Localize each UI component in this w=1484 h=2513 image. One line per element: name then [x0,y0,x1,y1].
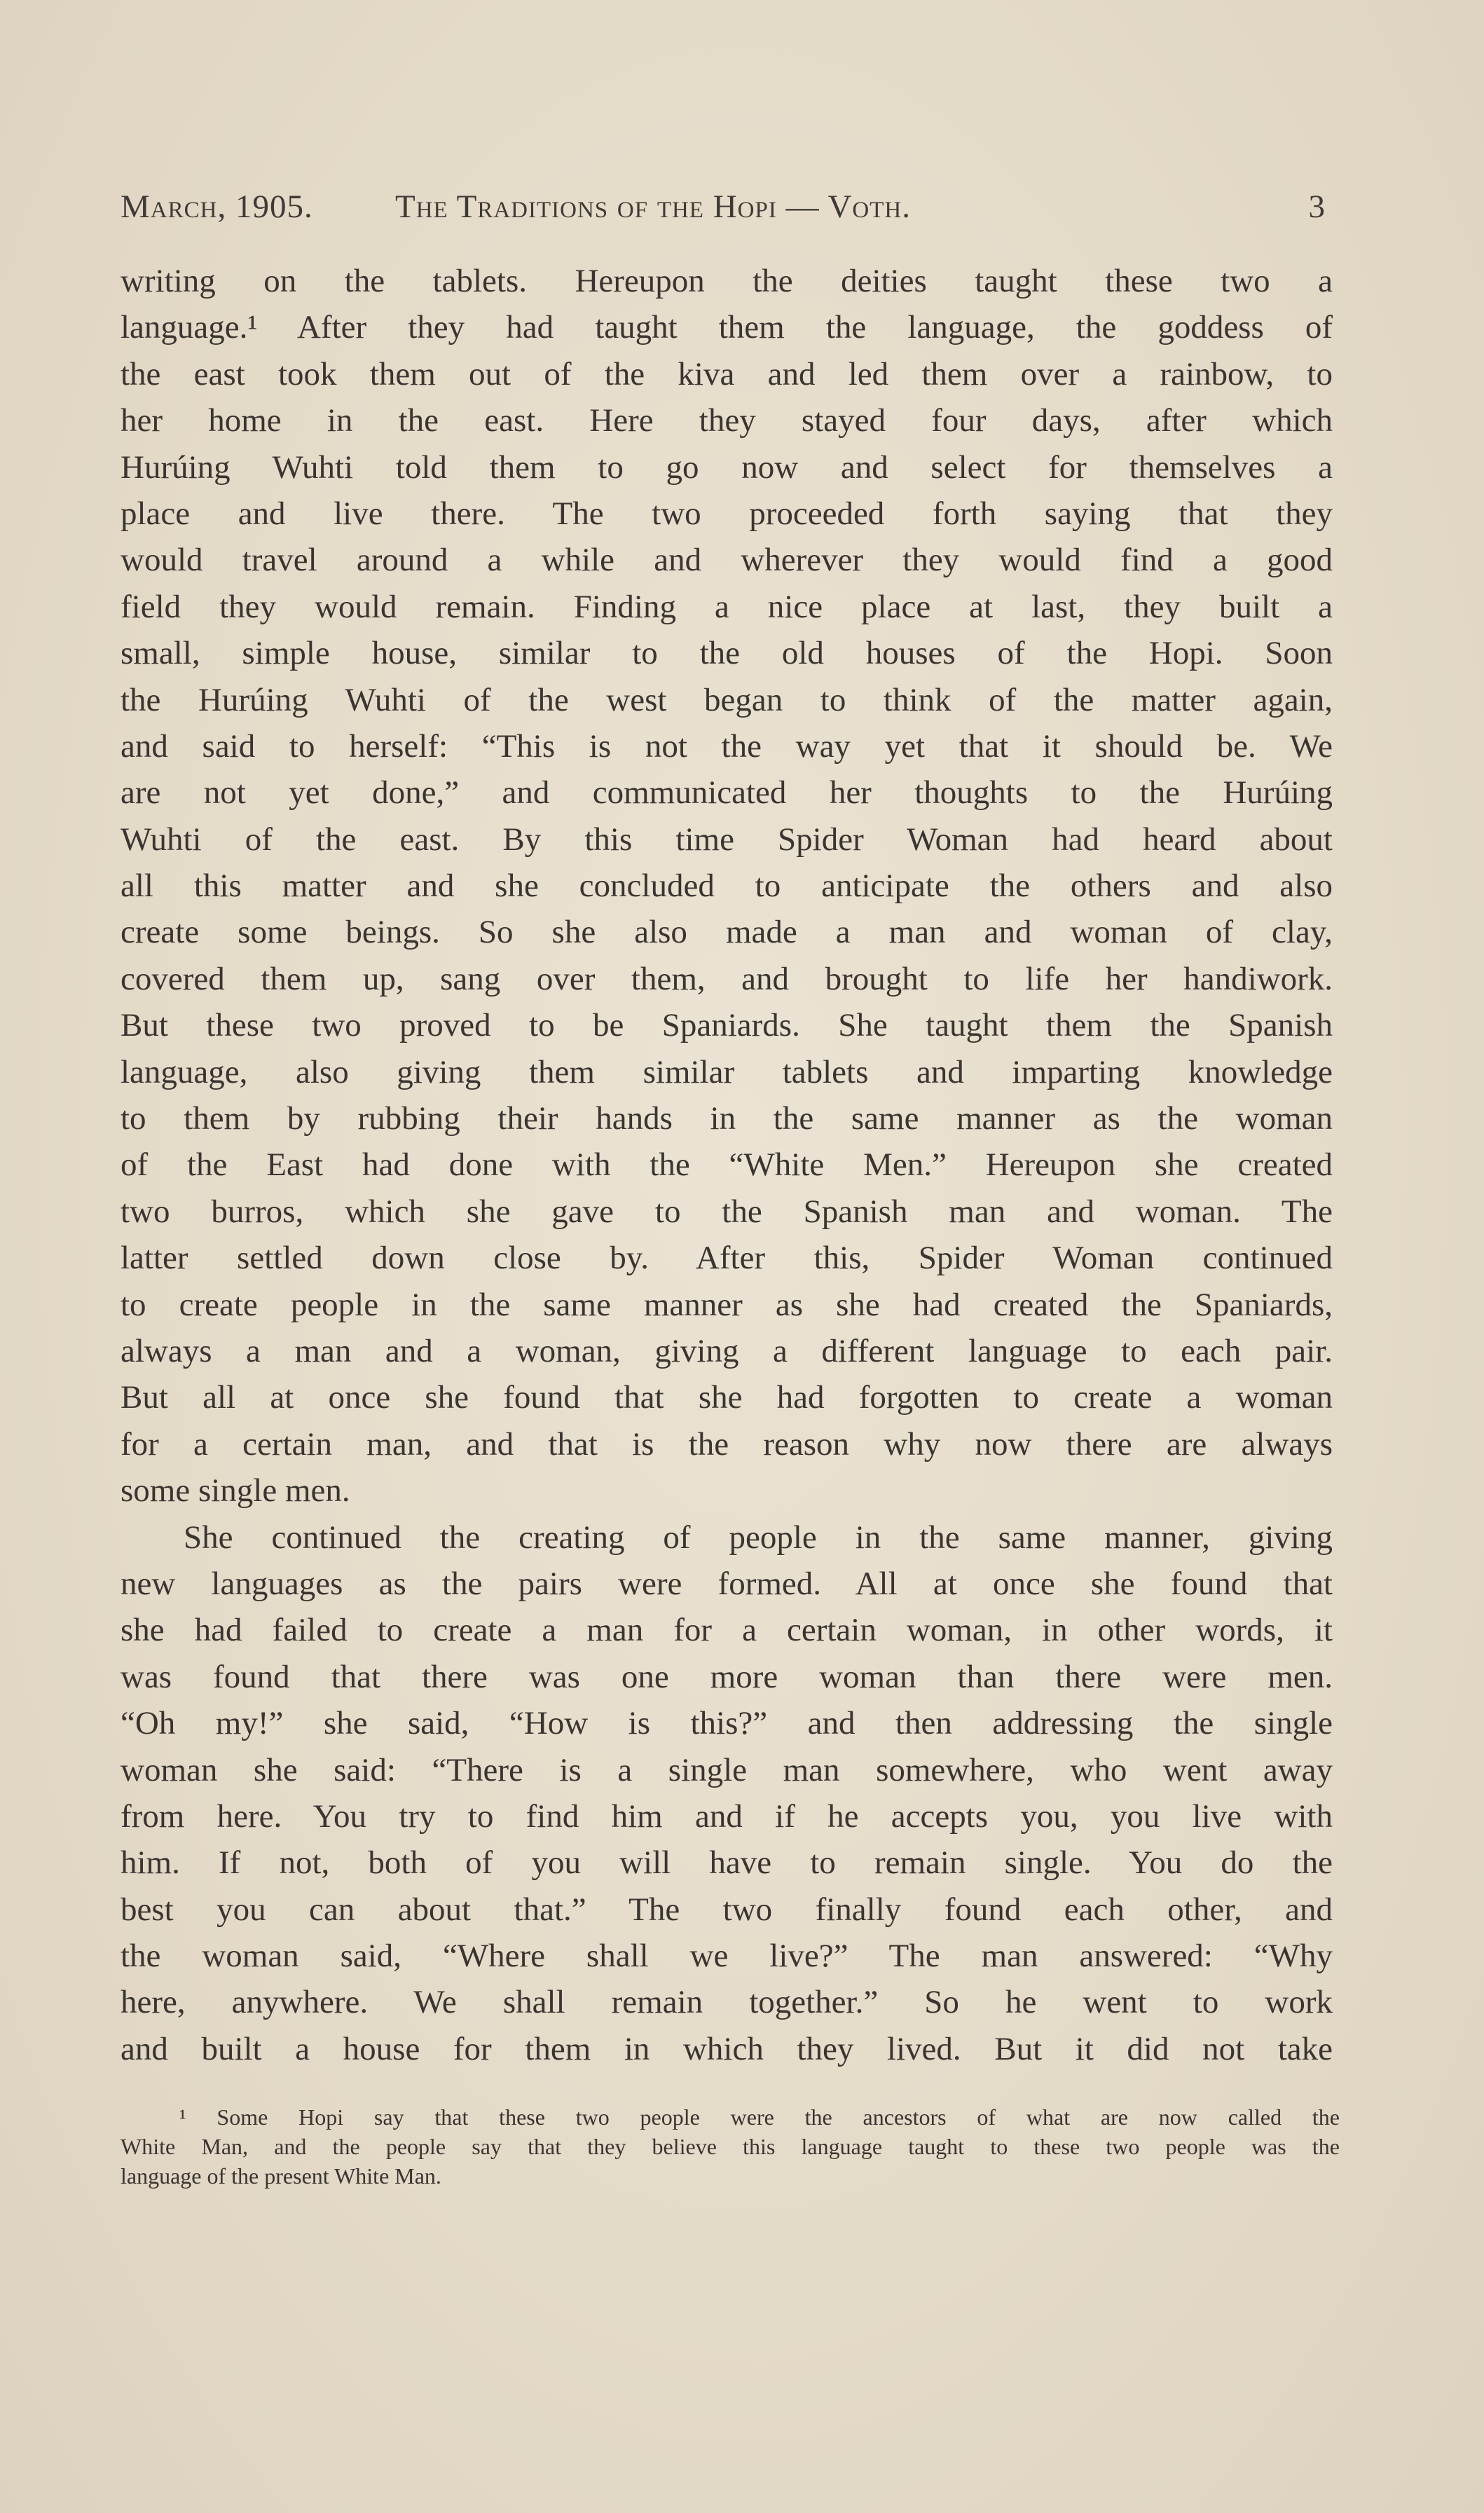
text-line: language, also giving them similar tablets and imparting knowledge [121,1053,1333,1090]
footnote-line: White Man, and the people say that they believe this language taught to these two people was the [121,2134,1340,2159]
text-line: all this matter and she concluded to anticipate the others and also [121,868,1333,905]
text-line: him. If not, both of you will have to remain single. You do the [121,1844,1333,1882]
text-line: two burros, which she gave to the Spanish man and woman. The [121,1193,1333,1230]
text-line: latter settled down close by. After this, Spider Woman continued [121,1240,1333,1277]
text-line: from here. You try to find him and if he accepts you, you live with [121,1798,1333,1835]
text-line: place and live there. The two proceeded forth saying that they [121,495,1333,532]
text-line: and said to herself: “This is not the way yet that it should be. We [121,727,1333,765]
issue-date: March, 1905. [121,189,313,225]
text-line: to create people in the same manner as she had created the Spaniards, [121,1286,1333,1323]
text-line: here, anywhere. We shall remain together.” So he went to work [121,1984,1333,2021]
text-line: create some beings. So she also made a man and woman of clay, [121,914,1333,951]
text-line: and built a house for them in which they lived. But it did not take [121,2030,1333,2067]
text-line: writing on the tablets. Hereupon the deities taught these two a [121,263,1333,299]
text-line: But all at once she found that she had forgotten to create a woman [121,1379,1333,1416]
text-line: the woman said, “Where shall we live?” The man answered: “Why [121,1938,1333,1975]
text-line: of the East had done with the “White Men.” Hereupon she created [121,1146,1333,1184]
text-line: field they would remain. Finding a nice place at last, they built a [121,588,1333,625]
text-line: new languages as the pairs were formed. All at once she found that [121,1565,1333,1602]
body-text [121,258,1333,2072]
running-head [121,188,1326,230]
footnote-line: language of the present White Man. [121,2163,441,2189]
text-line: the east took them out of the kiva and led them over a rainbow, to [121,355,1333,392]
text-line: for a certain man, and that is the reason why now there are always [121,1425,1333,1463]
footnote [121,2102,1340,2191]
text-line: “Oh my!” she said, “How is this?” and then addressing the single [121,1705,1333,1742]
text-line: covered them up, sang over them, and brought to life her handiwork. [121,960,1333,997]
text-line: she had failed to create a man for a certain woman, in other words, it [121,1612,1333,1649]
text-line: to them by rubbing their hands in the same manner as the woman [121,1100,1333,1137]
text-line: her home in the east. Here they stayed four days, after which [121,402,1333,439]
page-number: 3 [1308,189,1326,225]
text-line: was found that there was one more woman than there were men. [121,1658,1333,1695]
text-line: always a man and a woman, giving a different language to each pair. [121,1332,1333,1369]
text-line: But these two proved to be Spaniards. She taught them the Spanish [121,1007,1333,1044]
text-line: woman she said: “There is a single man somewhere, who went away [121,1751,1333,1788]
text-line: would travel around a while and wherever they would find a good [121,542,1333,579]
text-line: Wuhti of the east. By this time Spider Woman had heard about [121,821,1333,858]
text-line: small, simple house, similar to the old houses of the Hopi. Soon [121,635,1333,672]
text-line: the Hurúing Wuhti of the west began to think of the matter again, [121,681,1333,718]
paragraph-start-line: She continued the creating of people in the same manner, giving [184,1519,1333,1556]
text-line: best you can about that.” The two finally found each other, and [121,1891,1333,1928]
paragraph-end-line: some single men. [121,1472,350,1509]
text-line: language.¹ After they had taught them the language, the goddess of [121,309,1333,346]
footnote-line: ¹ Some Hopi say that these two people were the ancestors of what are now called the [179,2104,1340,2130]
text-line: are not yet done,” and communicated her thoughts to the Hurúing [121,774,1333,812]
text-line: Hurúing Wuhti told them to go now and select for themselves a [121,448,1333,486]
running-title: The Traditions of the Hopi — Voth. [395,189,911,225]
